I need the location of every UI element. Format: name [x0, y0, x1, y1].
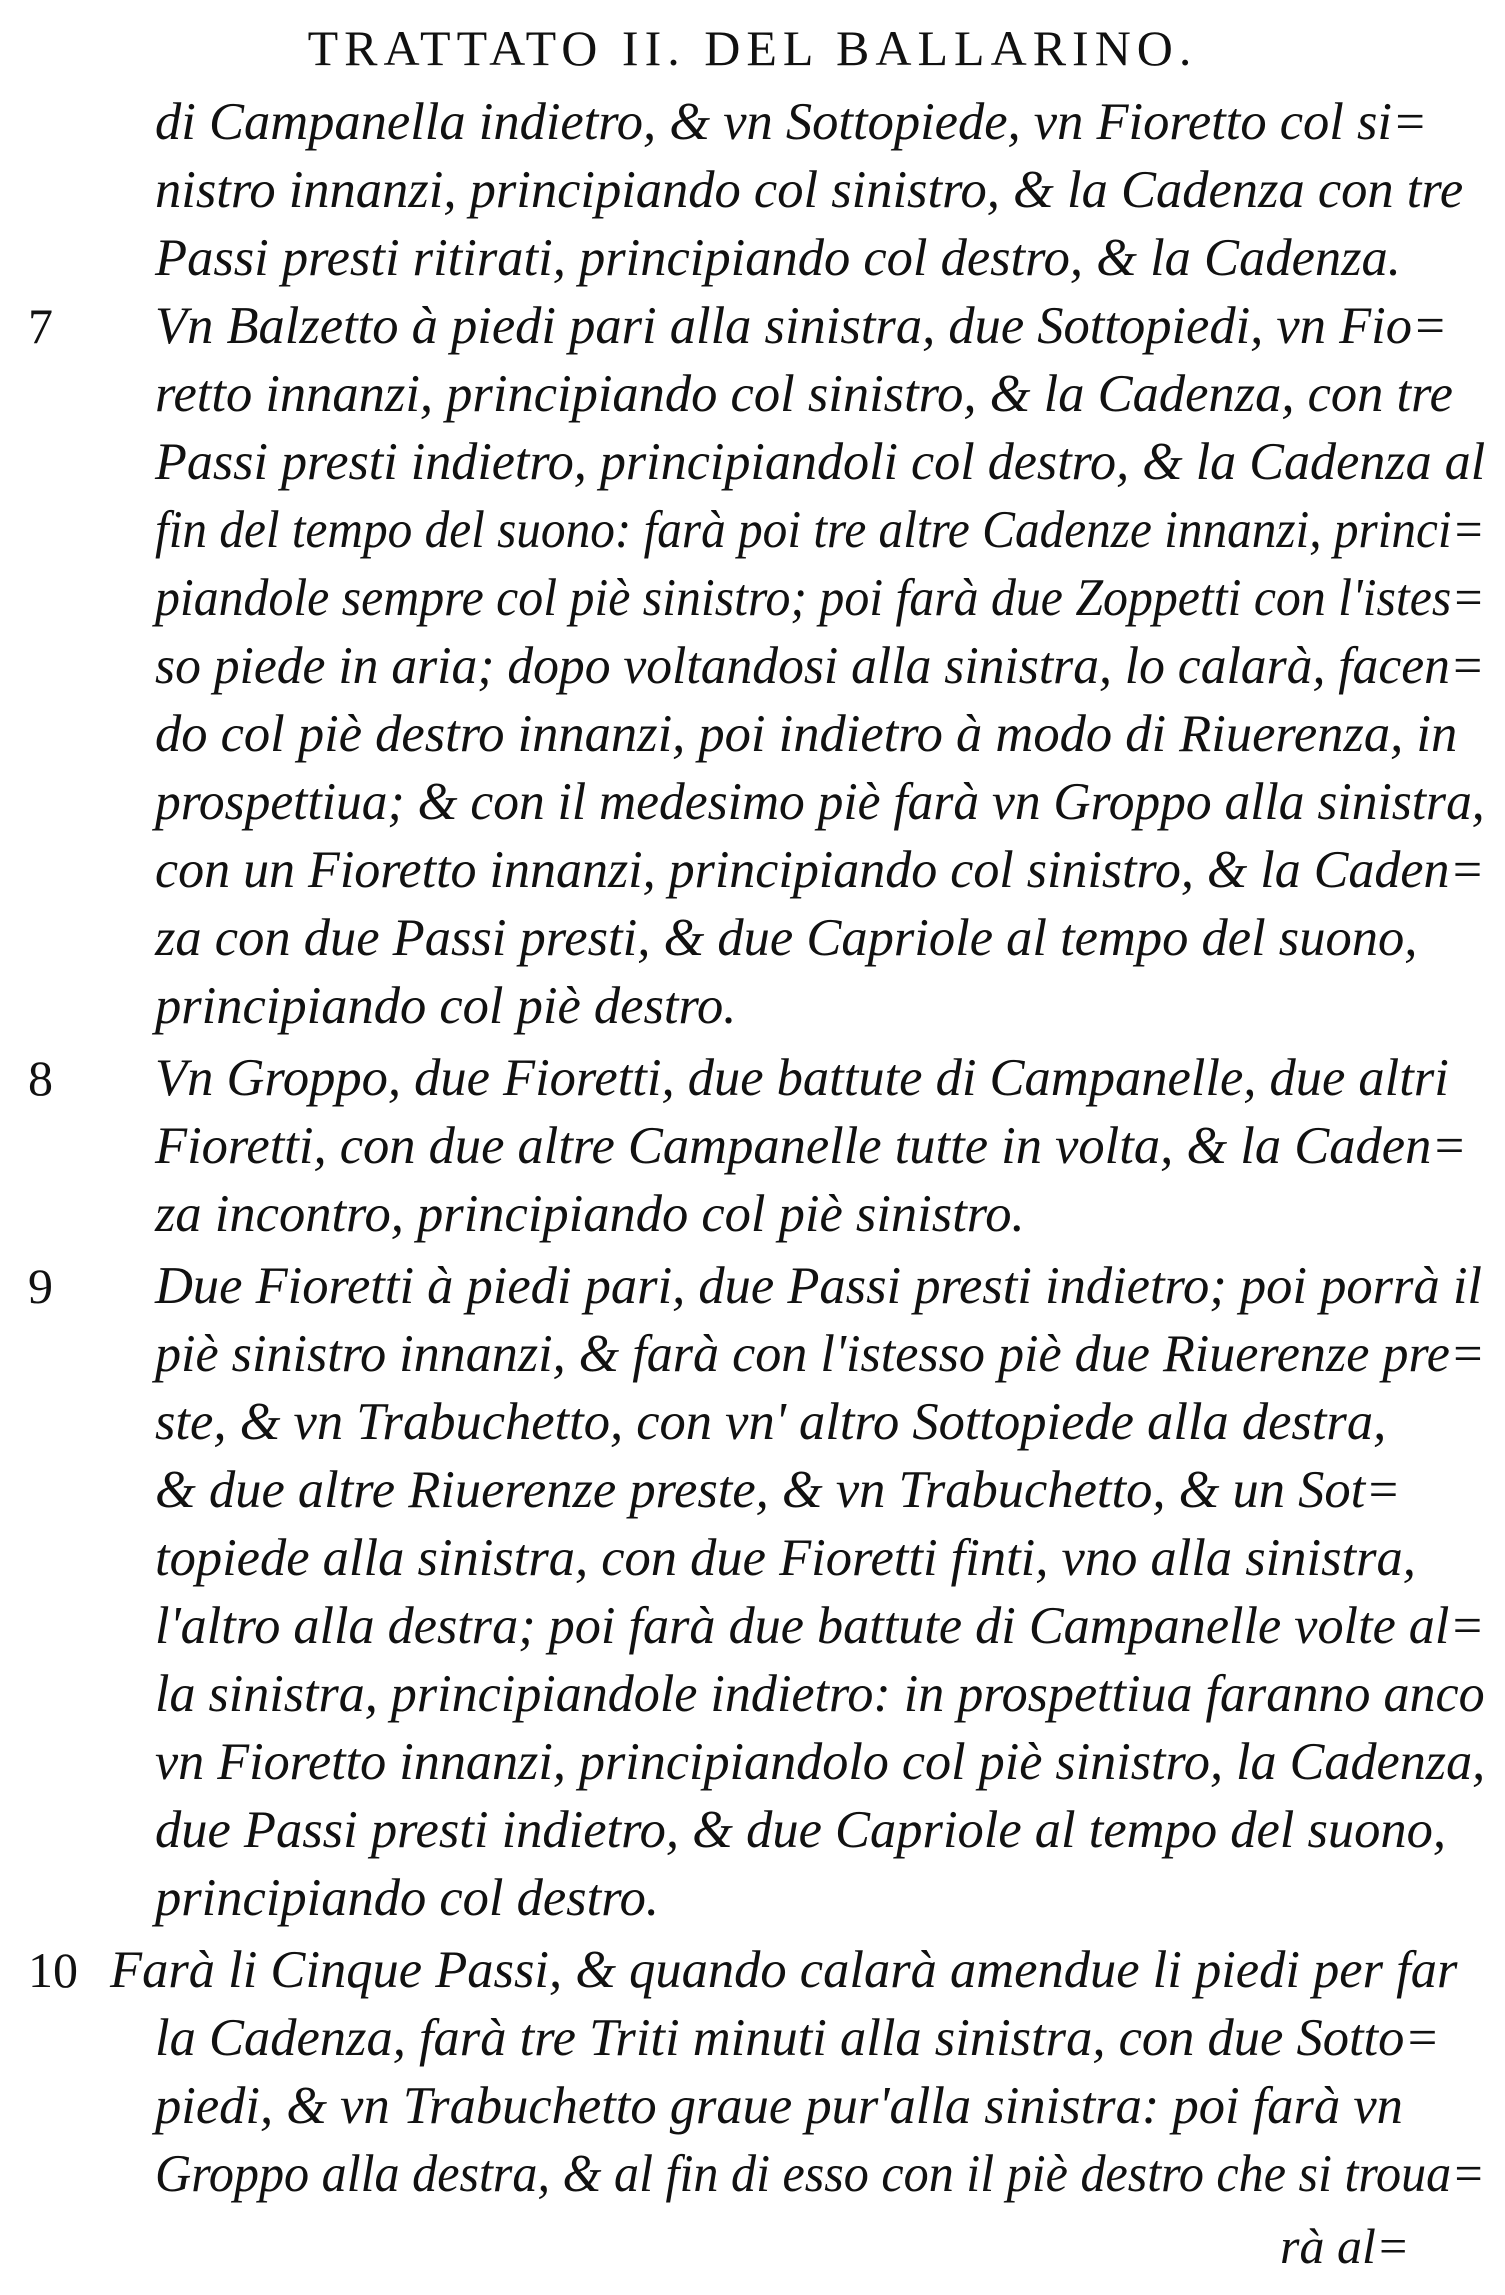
text-line: fin del tempo del suono: farà poi tre altre Cadenze innanzi, princi=	[155, 501, 1485, 559]
text-line: Groppo alla destra, & al fin di esso con il piè destro che si troua=	[155, 2145, 1486, 2203]
running-title: TRATTATO II. DEL BALLARINO.	[307, 20, 1198, 76]
text-line: Passi presti ritirati, principiando col destro, & la Cadenza.	[155, 229, 1401, 287]
text-line: di Campanella indietro, & vn Sottopiede, vn Fioretto col si=	[155, 93, 1428, 151]
text-line: l'altro alla destra; poi farà due battute di Campanelle volte al=	[155, 1597, 1485, 1655]
text-line: vn Fioretto innanzi, principiandolo col piè sinistro, la Cadenza,	[155, 1733, 1486, 1791]
text-line: Vn Balzetto à piedi pari alla sinistra, due Sottopiedi, vn Fio=	[155, 297, 1448, 355]
text-line: Fioretti, con due altre Campanelle tutte in volta, & la Caden=	[155, 1117, 1467, 1175]
text-line: Passi presti indietro, principiandoli col destro, & la Cadenza al	[155, 433, 1486, 491]
text-line: con un Fioretto innanzi, principiando col sinistro, & la Caden=	[155, 841, 1485, 899]
text-line: piandole sempre col piè sinistro; poi farà due Zoppetti con l'istes=	[155, 569, 1485, 627]
text-line: prospettiua; & con il medesimo piè farà vn Groppo alla sinistra,	[155, 773, 1485, 831]
section-number: 10	[28, 1942, 78, 1998]
section-number: 7	[28, 298, 53, 354]
text-line: la sinistra, principiandole indietro: in prospettiua faranno anco	[155, 1665, 1485, 1723]
text-line: Farà li Cinque Passi, & quando calarà amendue li piedi per far	[110, 1941, 1458, 1999]
text-line: principiando col destro.	[155, 1869, 660, 1927]
text-line: la Cadenza, farà tre Triti minuti alla sinistra, con due Sotto=	[155, 2009, 1440, 2067]
text-line: nistro innanzi, principiando col sinistro, & la Cadenza con tre	[155, 161, 1464, 219]
section-number: 9	[28, 1258, 53, 1314]
text-line: retto innanzi, principiando col sinistro, & la Cadenza, con tre	[155, 365, 1453, 423]
text-line: topiede alla sinistra, con due Fioretti finti, vno alla sinistra,	[155, 1529, 1416, 1587]
section-number: 8	[28, 1050, 53, 1106]
text-line: Vn Groppo, due Fioretti, due battute di Campanelle, due altri	[155, 1049, 1449, 1107]
text-line: za incontro, principiando col piè sinistro.	[155, 1185, 1025, 1243]
text-line: Due Fioretti à piedi pari, due Passi presti indietro; poi porrà il	[155, 1257, 1483, 1315]
text-line: due Passi presti indietro, & due Capriole al tempo del suono,	[155, 1801, 1447, 1859]
catchword: rà al=	[1280, 2218, 1410, 2274]
text-line: do col piè destro innanzi, poi indietro à modo di Riuerenza, in	[155, 705, 1458, 763]
text-line: piedi, & vn Trabuchetto graue pur'alla sinistra: poi farà vn	[155, 2077, 1403, 2135]
text-line: principiando col piè destro.	[155, 977, 737, 1035]
text-line: & due altre Riuerenze preste, & vn Trabuchetto, & un Sot=	[155, 1461, 1401, 1519]
text-line: ste, & vn Trabuchetto, con vn' altro Sottopiede alla destra,	[155, 1393, 1387, 1451]
text-line: za con due Passi presti, & due Capriole al tempo del suono,	[155, 909, 1418, 967]
text-line: piè sinistro innanzi, & farà con l'istesso piè due Riuerenze pre=	[155, 1325, 1486, 1383]
text-line: so piede in aria; dopo voltandosi alla sinistra, lo calarà, facen=	[155, 637, 1485, 695]
